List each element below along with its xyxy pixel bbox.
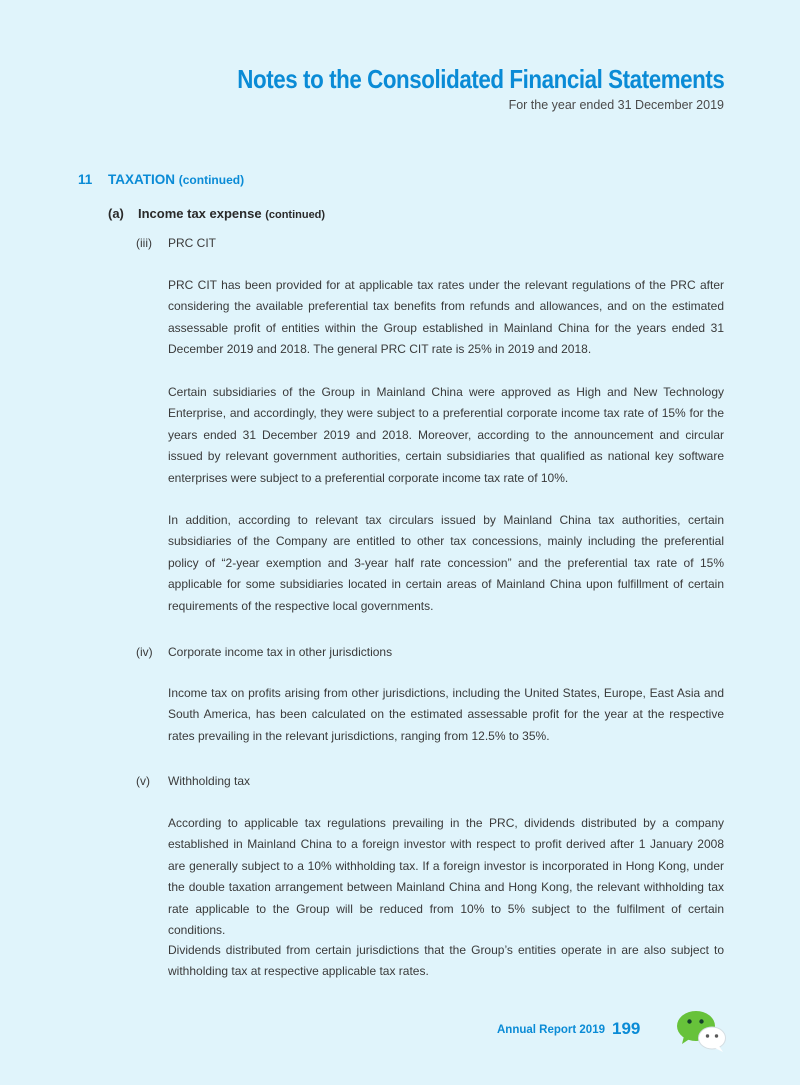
paragraph: Income tax on profits arising from other jurisdictions, including the United States, Europe, East Asia and South America, has been calculated on the estimated assessable profit for the year at the respective rates prevailing in the relevant jurisdictions, ranging from 12.5% to 35%. [168,686,724,743]
logo-small-bubble [699,1027,726,1049]
paragraph: According to applicable tax regulations prevailing in the PRC, dividends distributed by a company established in Mainland China to a foreign investor with respect to profit derived after 1 January 2008 are generally subject to a 10% withholding tax. If a foreign investor is incorporated in Hong Kong, under the double taxation arrangement between Mainland China and Hong Kong, the relevant withholding tax rate applicable to the Group will be reduced from 10% to 5% subject to the fulfilment of certain conditions. [168,816,724,938]
paragraph: Dividends distributed from certain jurisdictions that the Group’s entities operate in are also subject to withholding tax at respective applicable tax rates. [168,943,724,979]
item-heading-prc-cit [136,236,216,250]
page-title: Notes to the Consolidated Financial Statements [236,64,724,94]
logo-small-eye-left [706,1034,709,1037]
section-number: 11 [78,172,93,187]
item-numeral: (iv) [136,645,153,659]
paragraph: PRC CIT has been provided for at applicable tax rates under the relevant regulations of the PRC after considering the available preferential tax benefits from refunds and allowances, and on the estimated assessable profit of entities within the Group established in Mainland China for the years ended 31 December 2019 and 2018. The general PRC CIT rate is 25% in 2019 and 2018. [168,278,724,357]
paragraph: Certain subsidiaries of the Group in Mainland China were approved as High and New Technology Enterprise, and accordingly, they were subject to a preferential corporate income tax rate of 15% for the years ended 31 December 2019 and 2018. Moreover, according to the announcement and circular issued by relevant government authorities, certain subsidiaries that qualified as national key software enterprises were subject to a preferential corporate income tax rate of 10%. [168,385,724,485]
wechat-logo-icon [674,1006,730,1054]
section-title: TAXATION [108,172,175,187]
section-heading [78,172,244,187]
item-numeral: (v) [136,774,150,788]
footer-report-label: Annual Report 2019 [497,1024,605,1036]
item-heading-label: Withholding tax [168,774,251,788]
subsection-heading [108,206,325,221]
subsection-continued: (continued) [265,209,326,221]
logo-eye-left [687,1019,691,1023]
logo-small-eye-right [715,1034,718,1037]
page-subtitle: For the year ended 31 December 2019 [508,98,724,112]
paragraph: In addition, according to relevant tax circulars issued by Mainland China tax authorities, certain subsidiaries of the Company are entitled to other tax concessions, mainly including the preferential policy of “2-year exemption and 3-year half rate concession” and the preferential tax rate of 15% applicable for some subsidiaries located in certain areas of Mainland China upon fulfillment of certain requirements of the respective local governments. [168,513,724,613]
item-numeral: (iii) [136,236,152,250]
section-continued: (continued) [178,173,245,187]
subsection-letter: (a) [108,206,124,221]
item-heading-label: PRC CIT [168,236,216,250]
page-number: 199 [612,1019,641,1038]
item-heading-label: Corporate income tax in other jurisdictions [168,645,393,659]
item-heading-withholding-tax [136,774,250,788]
subsection-title: Income tax expense [138,206,262,221]
logo-eye-right [699,1019,703,1023]
item-heading-other-jurisdictions [136,645,392,659]
